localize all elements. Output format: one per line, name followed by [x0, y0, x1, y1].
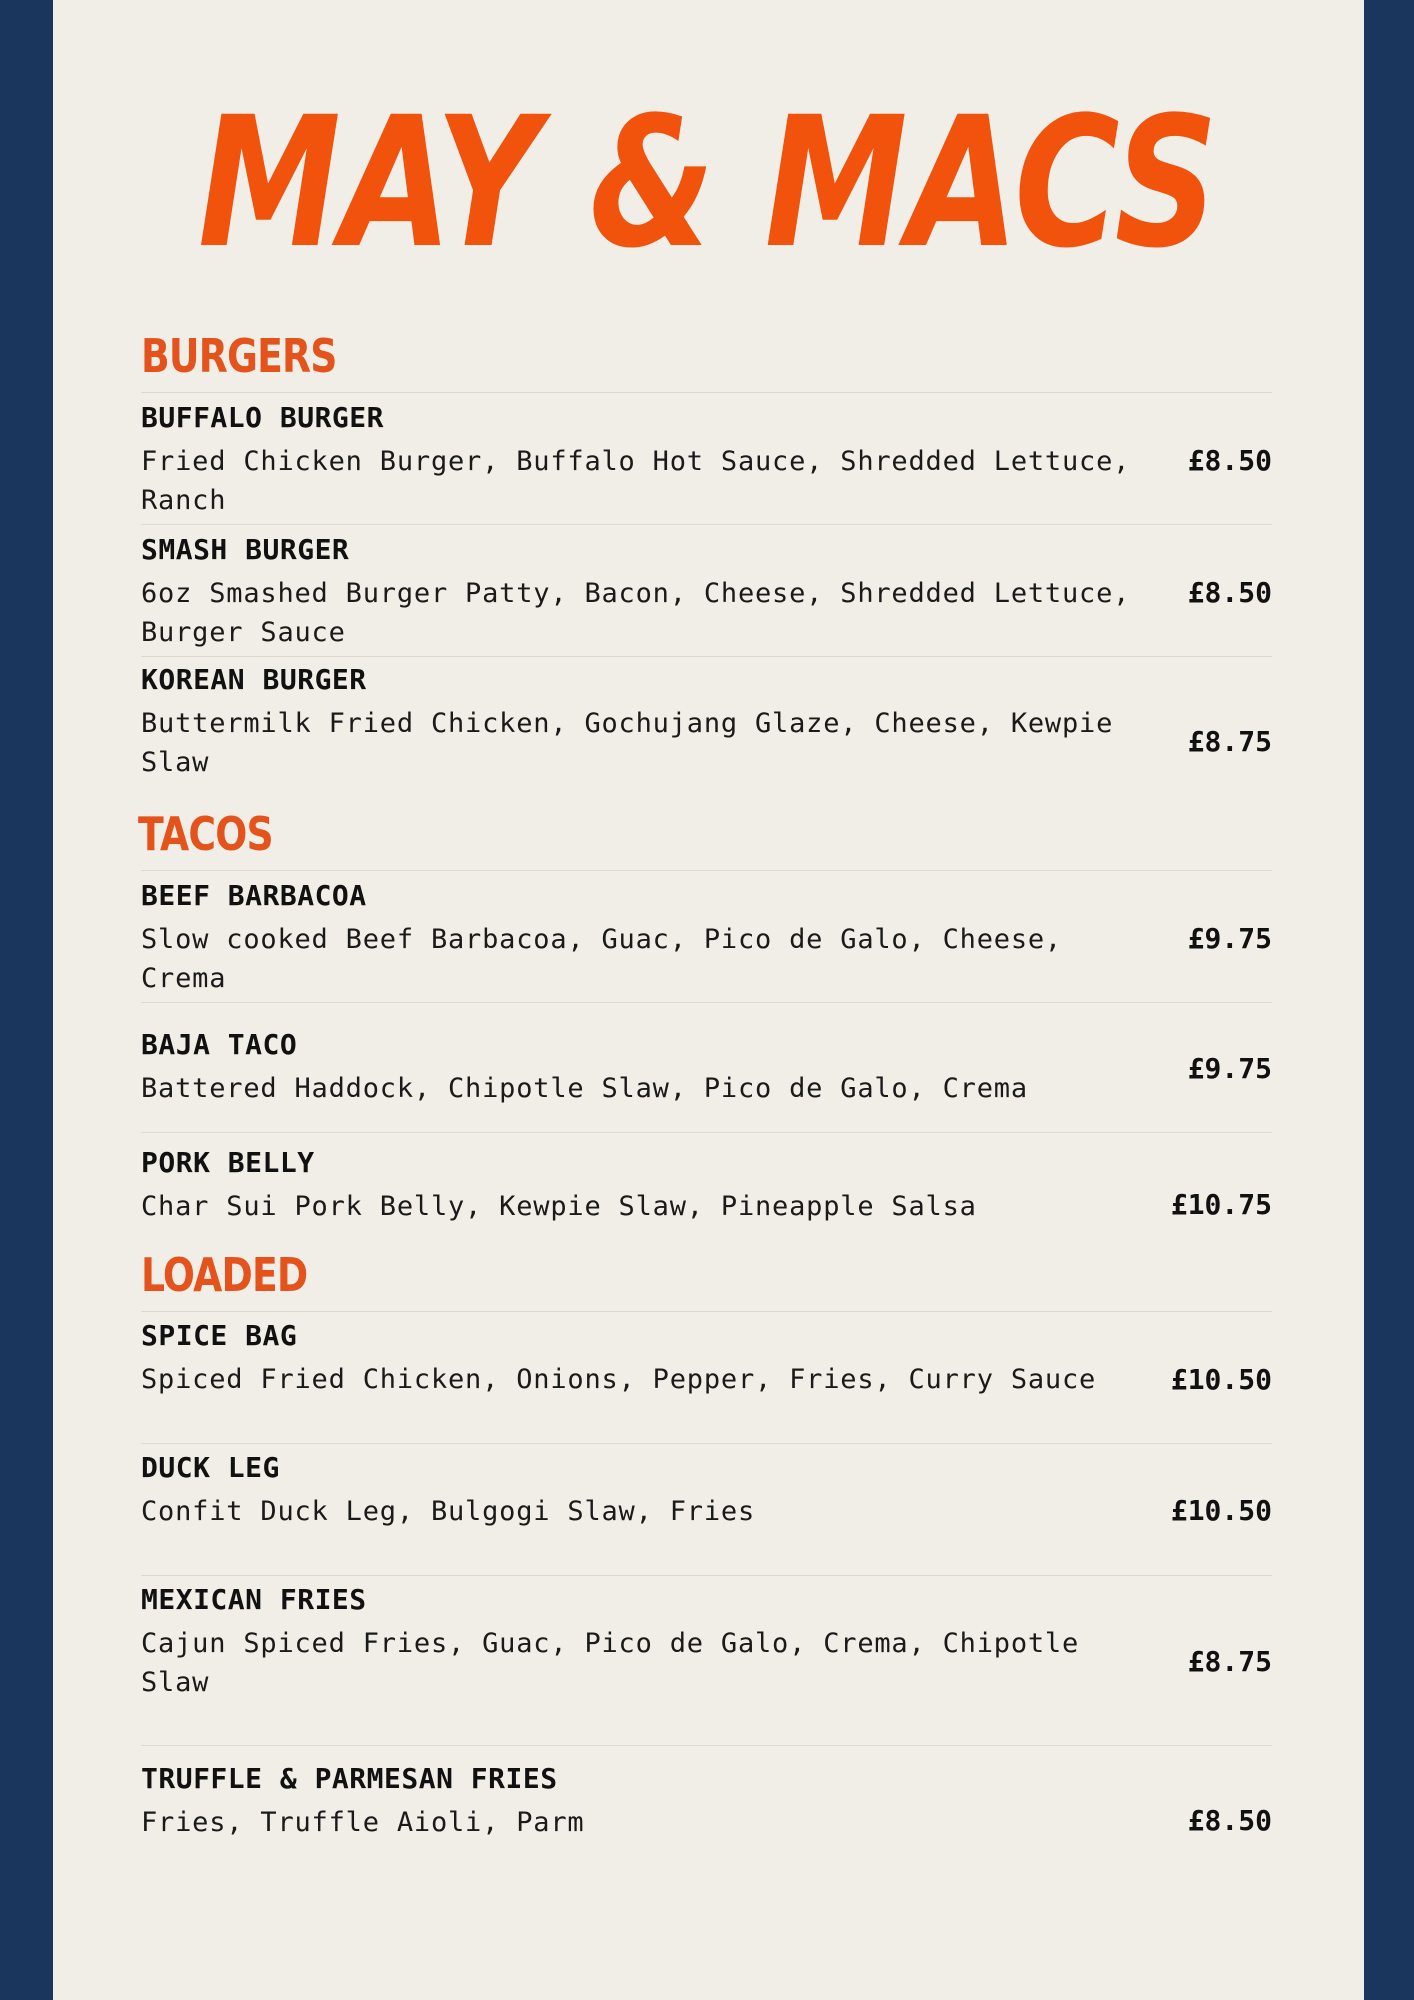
divider	[141, 1311, 1272, 1312]
item-price: £10.75	[1170, 1188, 1272, 1221]
item-name: BAJA TACO	[141, 1028, 298, 1061]
item-description: 6oz Smashed Burger Patty, Bacon, Cheese, Shredded Lettuce, Burger Sauce	[141, 578, 1131, 648]
item-price: £9.75	[1187, 922, 1272, 955]
item-description: Spiced Fried Chicken, Onions, Pepper, Fries, Curry Sauce	[141, 1364, 1097, 1395]
divider	[141, 392, 1272, 393]
item-name: BEEF BARBACOA	[141, 879, 367, 912]
item-description: Char Sui Pork Belly, Kewpie Slaw, Pineapple Salsa	[141, 1191, 977, 1222]
item-price: £8.50	[1187, 1804, 1272, 1837]
divider	[141, 1745, 1272, 1746]
section-title-tacos: TACOS	[138, 807, 273, 861]
brand-name: MAY & MACS	[198, 79, 1218, 288]
brand-logo	[53, 70, 1364, 290]
item-price: £8.75	[1187, 725, 1272, 758]
divider	[141, 656, 1272, 657]
item-name: TRUFFLE & PARMESAN FRIES	[141, 1762, 558, 1795]
divider	[141, 1443, 1272, 1444]
item-name: SPICE BAG	[141, 1319, 298, 1352]
item-price: £9.75	[1187, 1052, 1272, 1085]
item-description: Slow cooked Beef Barbacoa, Guac, Pico de Galo, Cheese, Crema	[141, 924, 1062, 994]
item-name: BUFFALO BURGER	[141, 401, 385, 434]
item-name: DUCK LEG	[141, 1451, 280, 1484]
item-name: PORK BELLY	[141, 1146, 315, 1179]
item-price: £8.50	[1187, 444, 1272, 477]
divider	[141, 870, 1272, 871]
item-description: Fried Chicken Burger, Buffalo Hot Sauce, Shredded Lettuce, Ranch	[141, 446, 1131, 516]
divider	[141, 1002, 1272, 1003]
item-description: Buttermilk Fried Chicken, Gochujang Glaze, Cheese, Kewpie Slaw	[141, 708, 1114, 778]
divider	[141, 1575, 1272, 1576]
divider	[141, 1132, 1272, 1133]
item-name: MEXICAN FRIES	[141, 1583, 367, 1616]
item-price: £10.50	[1170, 1494, 1272, 1527]
item-name: KOREAN BURGER	[141, 663, 367, 696]
menu-page	[53, 0, 1364, 2000]
item-price: £10.50	[1170, 1363, 1272, 1396]
item-description: Confit Duck Leg, Bulgogi Slaw, Fries	[141, 1496, 755, 1527]
section-title-burgers: BURGERS	[141, 329, 337, 383]
item-description: Battered Haddock, Chipotle Slaw, Pico de Galo, Crema	[141, 1073, 1028, 1104]
item-name: SMASH BURGER	[141, 533, 350, 566]
item-price: £8.50	[1187, 576, 1272, 609]
section-title-loaded: LOADED	[141, 1248, 308, 1302]
item-description: Fries, Truffle Aioli, Parm	[141, 1807, 585, 1838]
item-price: £8.75	[1187, 1645, 1272, 1678]
divider	[141, 524, 1272, 525]
item-description: Cajun Spiced Fries, Guac, Pico de Galo, Crema, Chipotle Slaw	[141, 1628, 1080, 1698]
